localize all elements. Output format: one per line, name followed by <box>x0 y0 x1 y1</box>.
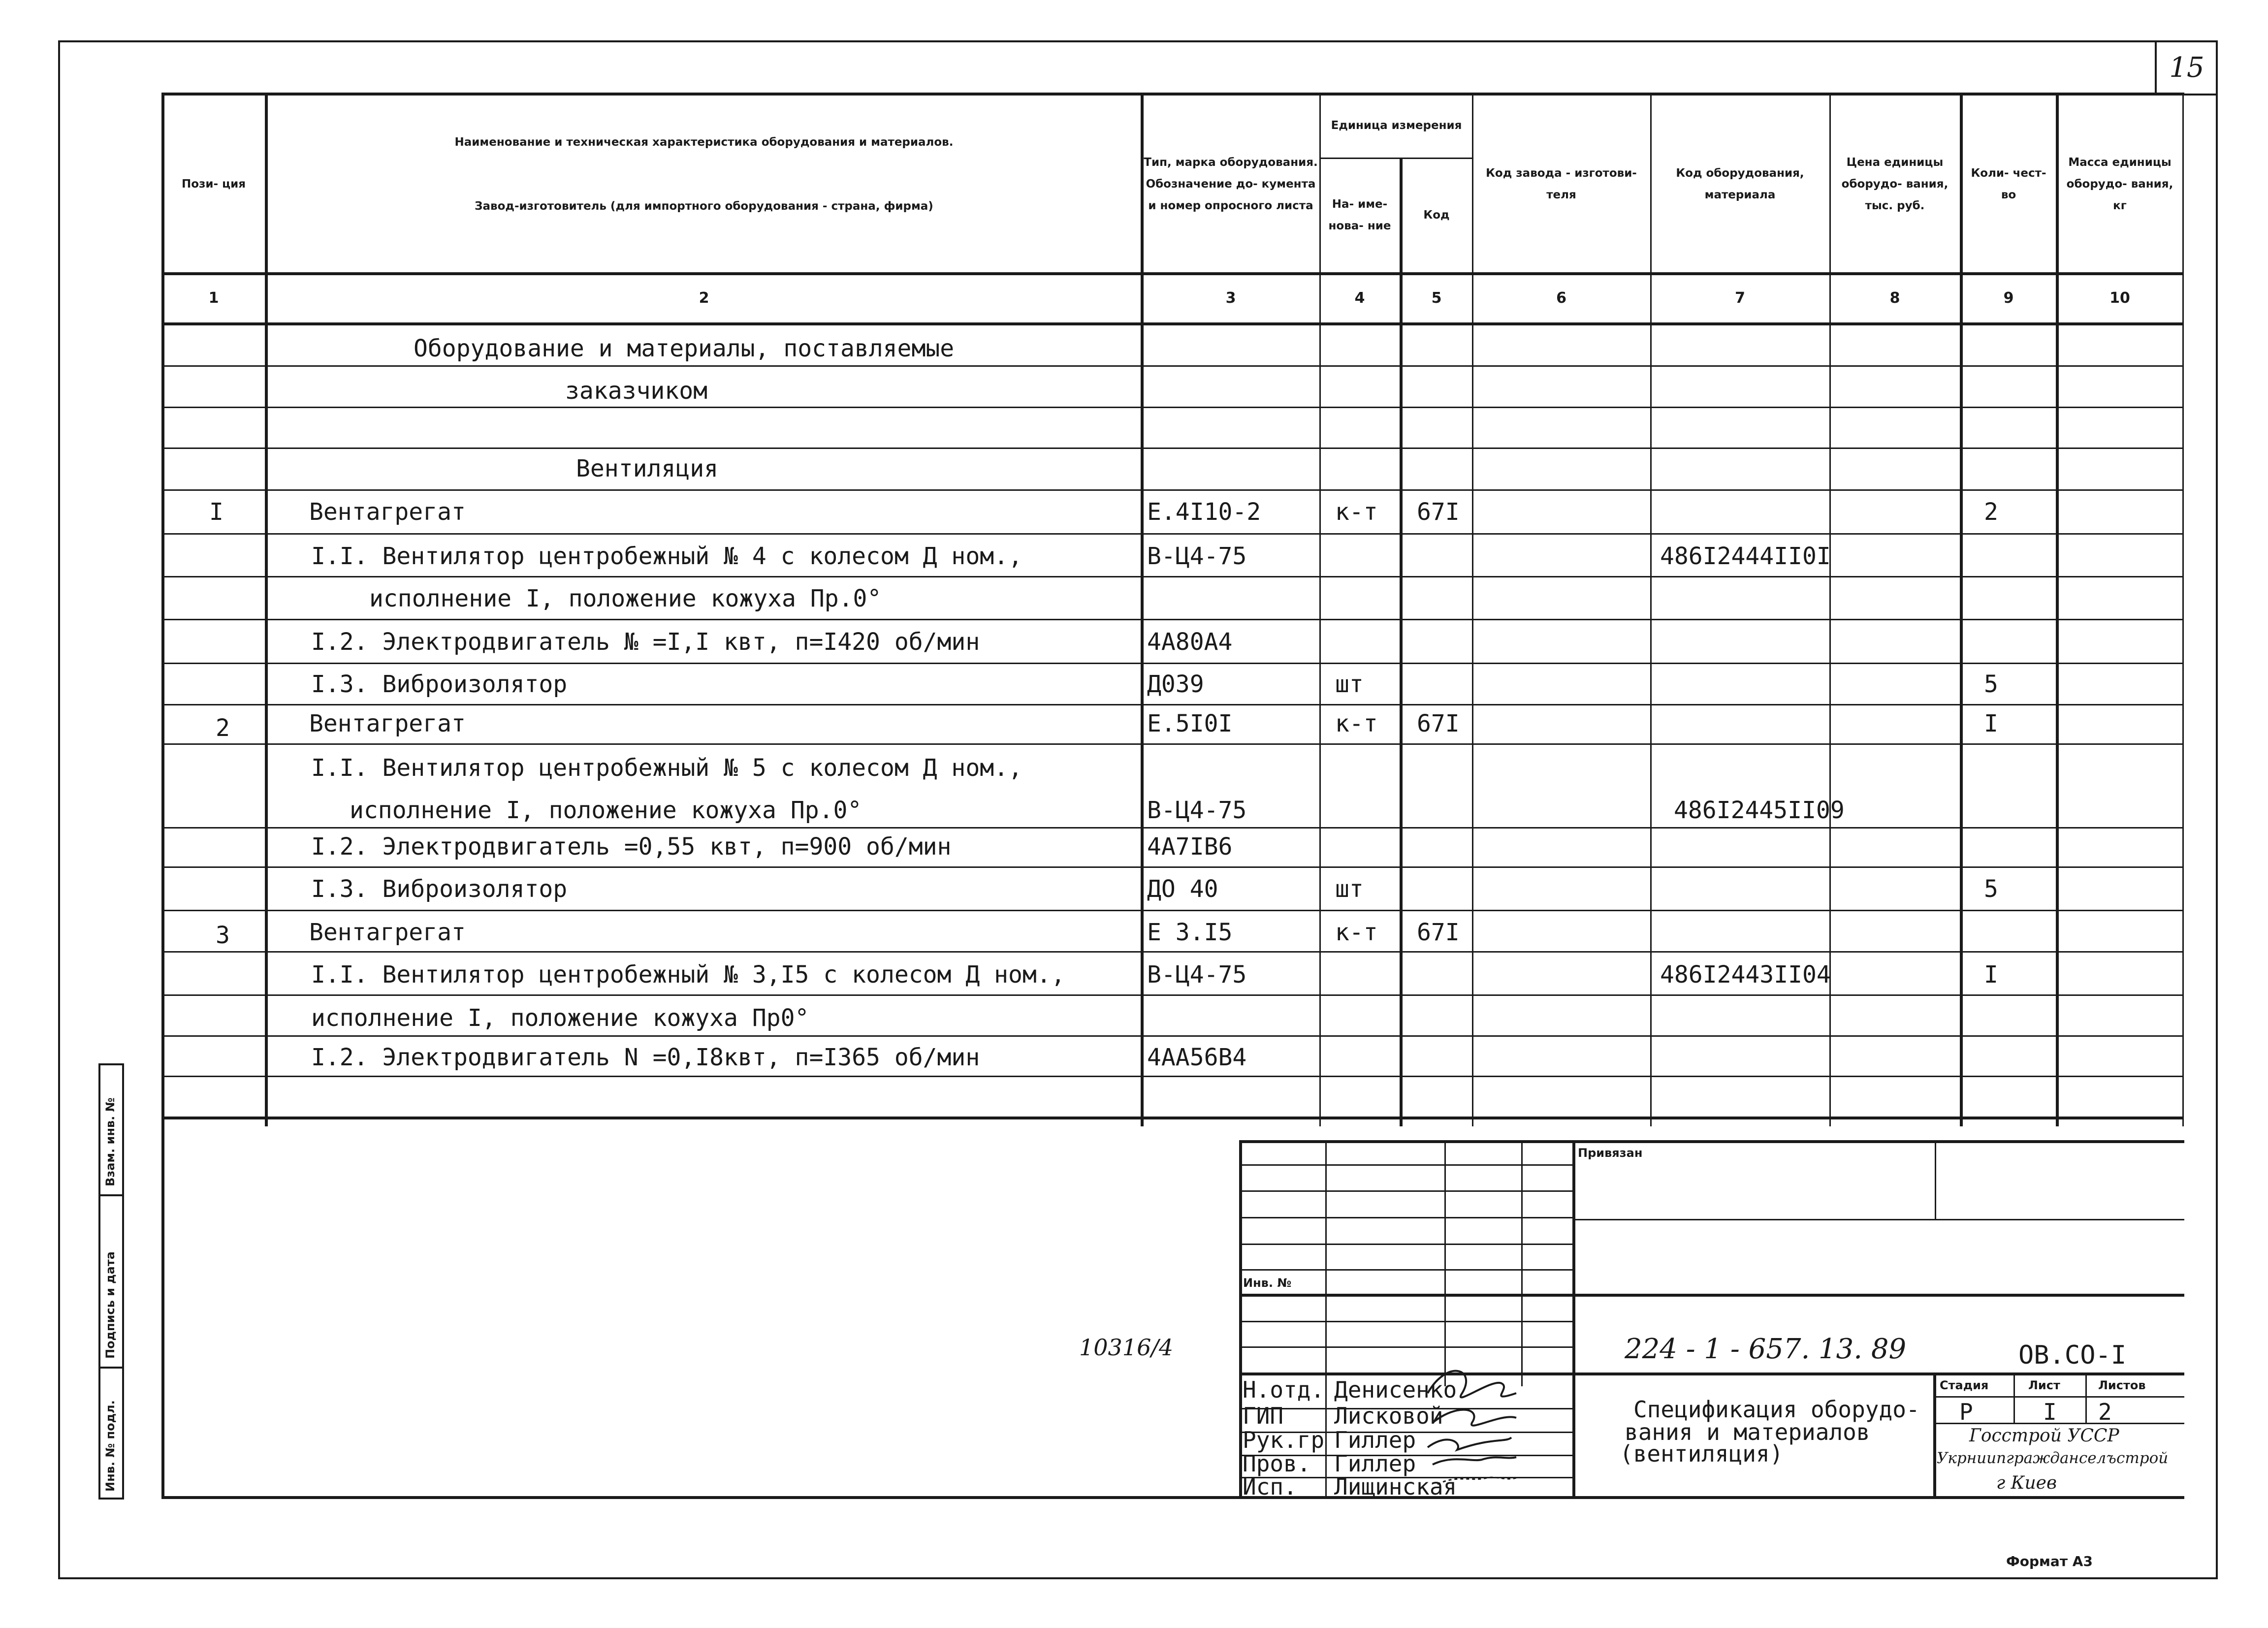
row-name: Вентагрегат <box>309 710 466 737</box>
row-line <box>161 533 2182 535</box>
header-col7: Код оборудования, материала <box>1676 167 1804 201</box>
column-number: 7 <box>1735 289 1745 307</box>
title-block-row <box>1572 1294 2184 1297</box>
row-unit: к-т <box>1335 710 1378 737</box>
row-equipment-code: 486I2445II09 <box>1674 797 1845 824</box>
row-quantity: 5 <box>1984 670 1998 698</box>
row-quantity: I <box>1984 710 1998 737</box>
row-line <box>161 489 2182 491</box>
title-block-col <box>1935 1140 1936 1219</box>
row-type: ДО 40 <box>1147 875 1218 903</box>
sheet-value: I <box>2043 1399 2057 1425</box>
row-type: Д039 <box>1147 670 1204 698</box>
row-line <box>161 1076 2182 1077</box>
signatures-graphic <box>1418 1349 1565 1497</box>
row-quantity: I <box>1984 961 1998 989</box>
row-type: 4АА56В4 <box>1147 1044 1247 1071</box>
row-name: заказчиком <box>565 377 707 405</box>
role-name: Лисковой <box>1334 1403 1443 1429</box>
header-col1: Пози- ция <box>181 178 246 191</box>
column-number: 6 <box>1556 289 1566 307</box>
row-line <box>161 365 2182 367</box>
header-bottom-line <box>161 272 2182 275</box>
row-name: I.3. Виброизолятор <box>311 670 568 698</box>
row-name: Вентагрегат <box>309 919 466 946</box>
row-line <box>161 994 2182 996</box>
role-name: Гиллер <box>1334 1450 1416 1477</box>
column-number: 8 <box>1889 289 1900 307</box>
row-unit: шт <box>1335 875 1364 903</box>
column-number: 10 <box>2109 289 2130 307</box>
privyazan-label: Привязан <box>1578 1146 1643 1160</box>
title-block-top <box>1241 1140 2184 1143</box>
role-label: ГИП <box>1243 1403 1284 1429</box>
side-label-inv-podl: Инв. № подл. <box>103 1400 117 1492</box>
title-block-row <box>1241 1269 1572 1271</box>
row-name: I.I. Вентилятор центробежный № 4 с колесом Д ном., <box>311 543 1022 570</box>
row-line <box>161 447 2182 449</box>
header-subdivider <box>1319 158 1473 159</box>
title-block-col <box>2085 1373 2087 1423</box>
title-block-row <box>1572 1219 2184 1220</box>
row-type: Е.4I10-2 <box>1147 498 1261 526</box>
handwritten-document-number: 224 - 1 - 657. 13. 89 <box>1625 1333 1907 1365</box>
row-line <box>161 910 2182 911</box>
row-type: 4А80А4 <box>1147 628 1233 656</box>
stage-value: Р <box>1959 1399 1973 1425</box>
header-col2-line2: Завод-изготовитель (для импортного оборудования - страна, фирма) <box>475 200 933 213</box>
document-title-line: вания и материалов <box>1625 1419 1870 1445</box>
row-type: 4А7IВ6 <box>1147 833 1233 861</box>
row-unit: шт <box>1335 670 1364 698</box>
row-line <box>161 704 2182 705</box>
row-name: I.2. Электродвигатель =0,55 квт, п=900 об/мин <box>311 833 952 861</box>
title-block-row <box>1241 1346 1572 1348</box>
header-col10: Масса единицы оборудо- вания, кг <box>2066 156 2173 212</box>
sheets-value: 2 <box>2098 1399 2112 1425</box>
role-label: Рук.гр <box>1243 1427 1325 1453</box>
row-line <box>161 951 2182 953</box>
row-type: В-Ц4-75 <box>1147 961 1247 989</box>
role-label: Пров. <box>1243 1450 1311 1477</box>
title-block-row <box>1935 1396 2184 1398</box>
role-label: Н.отд. <box>1243 1376 1325 1403</box>
title-block-divider <box>1572 1140 1575 1499</box>
title-block-col <box>2013 1373 2015 1423</box>
row-equipment-code: 486I2444II0I <box>1660 543 1831 570</box>
row-unit-code: 67I <box>1417 919 1460 946</box>
organization-line: г Киев <box>1996 1473 2057 1493</box>
title-block-col <box>1325 1140 1327 1499</box>
organization-line: Укрниипгражданселъстрой <box>1937 1449 2169 1467</box>
sheet-label: Лист <box>2028 1378 2060 1392</box>
title-block-row <box>1241 1164 1572 1166</box>
row-line <box>161 576 2182 577</box>
row-quantity: 2 <box>1984 498 1998 526</box>
row-equipment-code: 486I2443II04 <box>1660 961 1831 989</box>
title-block-row <box>1241 1321 1572 1322</box>
row-name: I.I. Вентилятор центробежный № 5 с колесом Д ном., <box>311 754 1022 782</box>
header-col6: Код завода - изготови- теля <box>1486 167 1637 201</box>
title-block-left <box>1239 1140 1242 1499</box>
inv-no-label: Инв. № <box>1243 1276 1292 1290</box>
row-unit: к-т <box>1335 919 1378 946</box>
stage-label: Стадия <box>1940 1378 1989 1392</box>
row-line <box>161 866 2182 868</box>
row-name: исполнение I, положение кожуха Пр0° <box>311 1004 809 1032</box>
column-number: 5 <box>1431 289 1442 307</box>
row-quantity: 5 <box>1984 875 1998 903</box>
role-name: Гиллер <box>1334 1427 1416 1453</box>
row-name: I.2. Электродвигатель N =0,I8квт, п=I365 об/мин <box>311 1044 980 1071</box>
row-line <box>161 827 2182 829</box>
role-name: Денисенко <box>1334 1376 1457 1403</box>
column-number: 1 <box>208 289 219 307</box>
header-col2-line1: Наименование и техническая характеристика оборудования и материалов. <box>454 136 954 149</box>
role-name: Лищинская <box>1334 1473 1457 1500</box>
header-col45-group: Единица измерения <box>1331 119 1462 132</box>
header-col3: Тип, марка оборудования. Обозначение до- кумента и номер опросного листа <box>1144 156 1318 212</box>
row-name: Вентиляция <box>576 455 718 482</box>
column-number: 9 <box>2003 289 2014 307</box>
side-label-podpis-data: Подпись и дата <box>103 1251 117 1359</box>
role-label: Исп. <box>1243 1473 1297 1500</box>
row-unit-code: 67I <box>1417 498 1460 526</box>
column-number: 2 <box>699 289 709 307</box>
row-line <box>161 619 2182 620</box>
title-block-row <box>1241 1294 1572 1297</box>
header-col9: Коли- чест- во <box>1971 167 2046 201</box>
row-unit-code: 67I <box>1417 710 1460 737</box>
organization-line: Госстрой УССР <box>1969 1426 2119 1446</box>
header-col8: Цена единицы оборудо- вания, тыс. руб. <box>1841 156 1949 212</box>
title-block-row <box>1241 1244 1572 1245</box>
row-type: Е 3.I5 <box>1147 919 1233 946</box>
row-type: В-Ц4-75 <box>1147 797 1247 824</box>
row-name: Вентагрегат <box>309 498 466 526</box>
title-block-row <box>1241 1217 1572 1218</box>
document-title-line: (вентиляция) <box>1620 1440 1784 1467</box>
row-name: исполнение I, положение кожуха Пр.0° <box>369 585 882 612</box>
sheet-number: 15 <box>2155 41 2217 96</box>
colnum-bottom-line <box>161 322 2182 325</box>
row-unit: к-т <box>1335 498 1378 526</box>
col-divider <box>2182 93 2184 1126</box>
row-line <box>161 663 2182 664</box>
title-block-col <box>1933 1373 1936 1499</box>
row-line <box>161 1035 2182 1037</box>
header-col4: На- име- нова- ние <box>1328 197 1391 232</box>
row-position: 3 <box>216 922 230 949</box>
title-block-row <box>1241 1190 1572 1192</box>
row-line <box>161 743 2182 745</box>
handwritten-archive-number: 10316/4 <box>1079 1334 1174 1361</box>
row-position: 2 <box>216 714 230 742</box>
format-label: Формат А3 <box>2006 1553 2093 1569</box>
row-name: Оборудование и материалы, поставляемые <box>414 335 955 362</box>
header-col5: Код <box>1423 208 1450 222</box>
document-title-line: Спецификация оборудо- <box>1633 1396 1920 1423</box>
table-bottom-line <box>161 1117 2182 1119</box>
side-label-vzam-inv: Взам. инв. № <box>103 1097 117 1186</box>
row-name: I.2. Электродвигатель № =I,I квт, п=I420 об/мин <box>311 628 980 656</box>
col-divider <box>265 93 268 1126</box>
row-position: I <box>209 498 224 526</box>
row-line <box>161 407 2182 408</box>
column-number: 3 <box>1225 289 1236 307</box>
row-name: исполнение I, положение кожуха Пр.0° <box>350 797 862 824</box>
title-block-row <box>1241 1373 2184 1375</box>
row-name: I.I. Вентилятор центробежный № 3,I5 с колесом Д ном., <box>311 961 1065 989</box>
column-number: 4 <box>1354 289 1365 307</box>
row-type: Е.5I0I <box>1147 710 1233 737</box>
row-name: I.3. Виброизолятор <box>311 875 568 903</box>
row-type: В-Ц4-75 <box>1147 543 1247 570</box>
document-code: ОВ.СО-I <box>2018 1341 2127 1370</box>
sheets-label: Листов <box>2098 1378 2146 1392</box>
